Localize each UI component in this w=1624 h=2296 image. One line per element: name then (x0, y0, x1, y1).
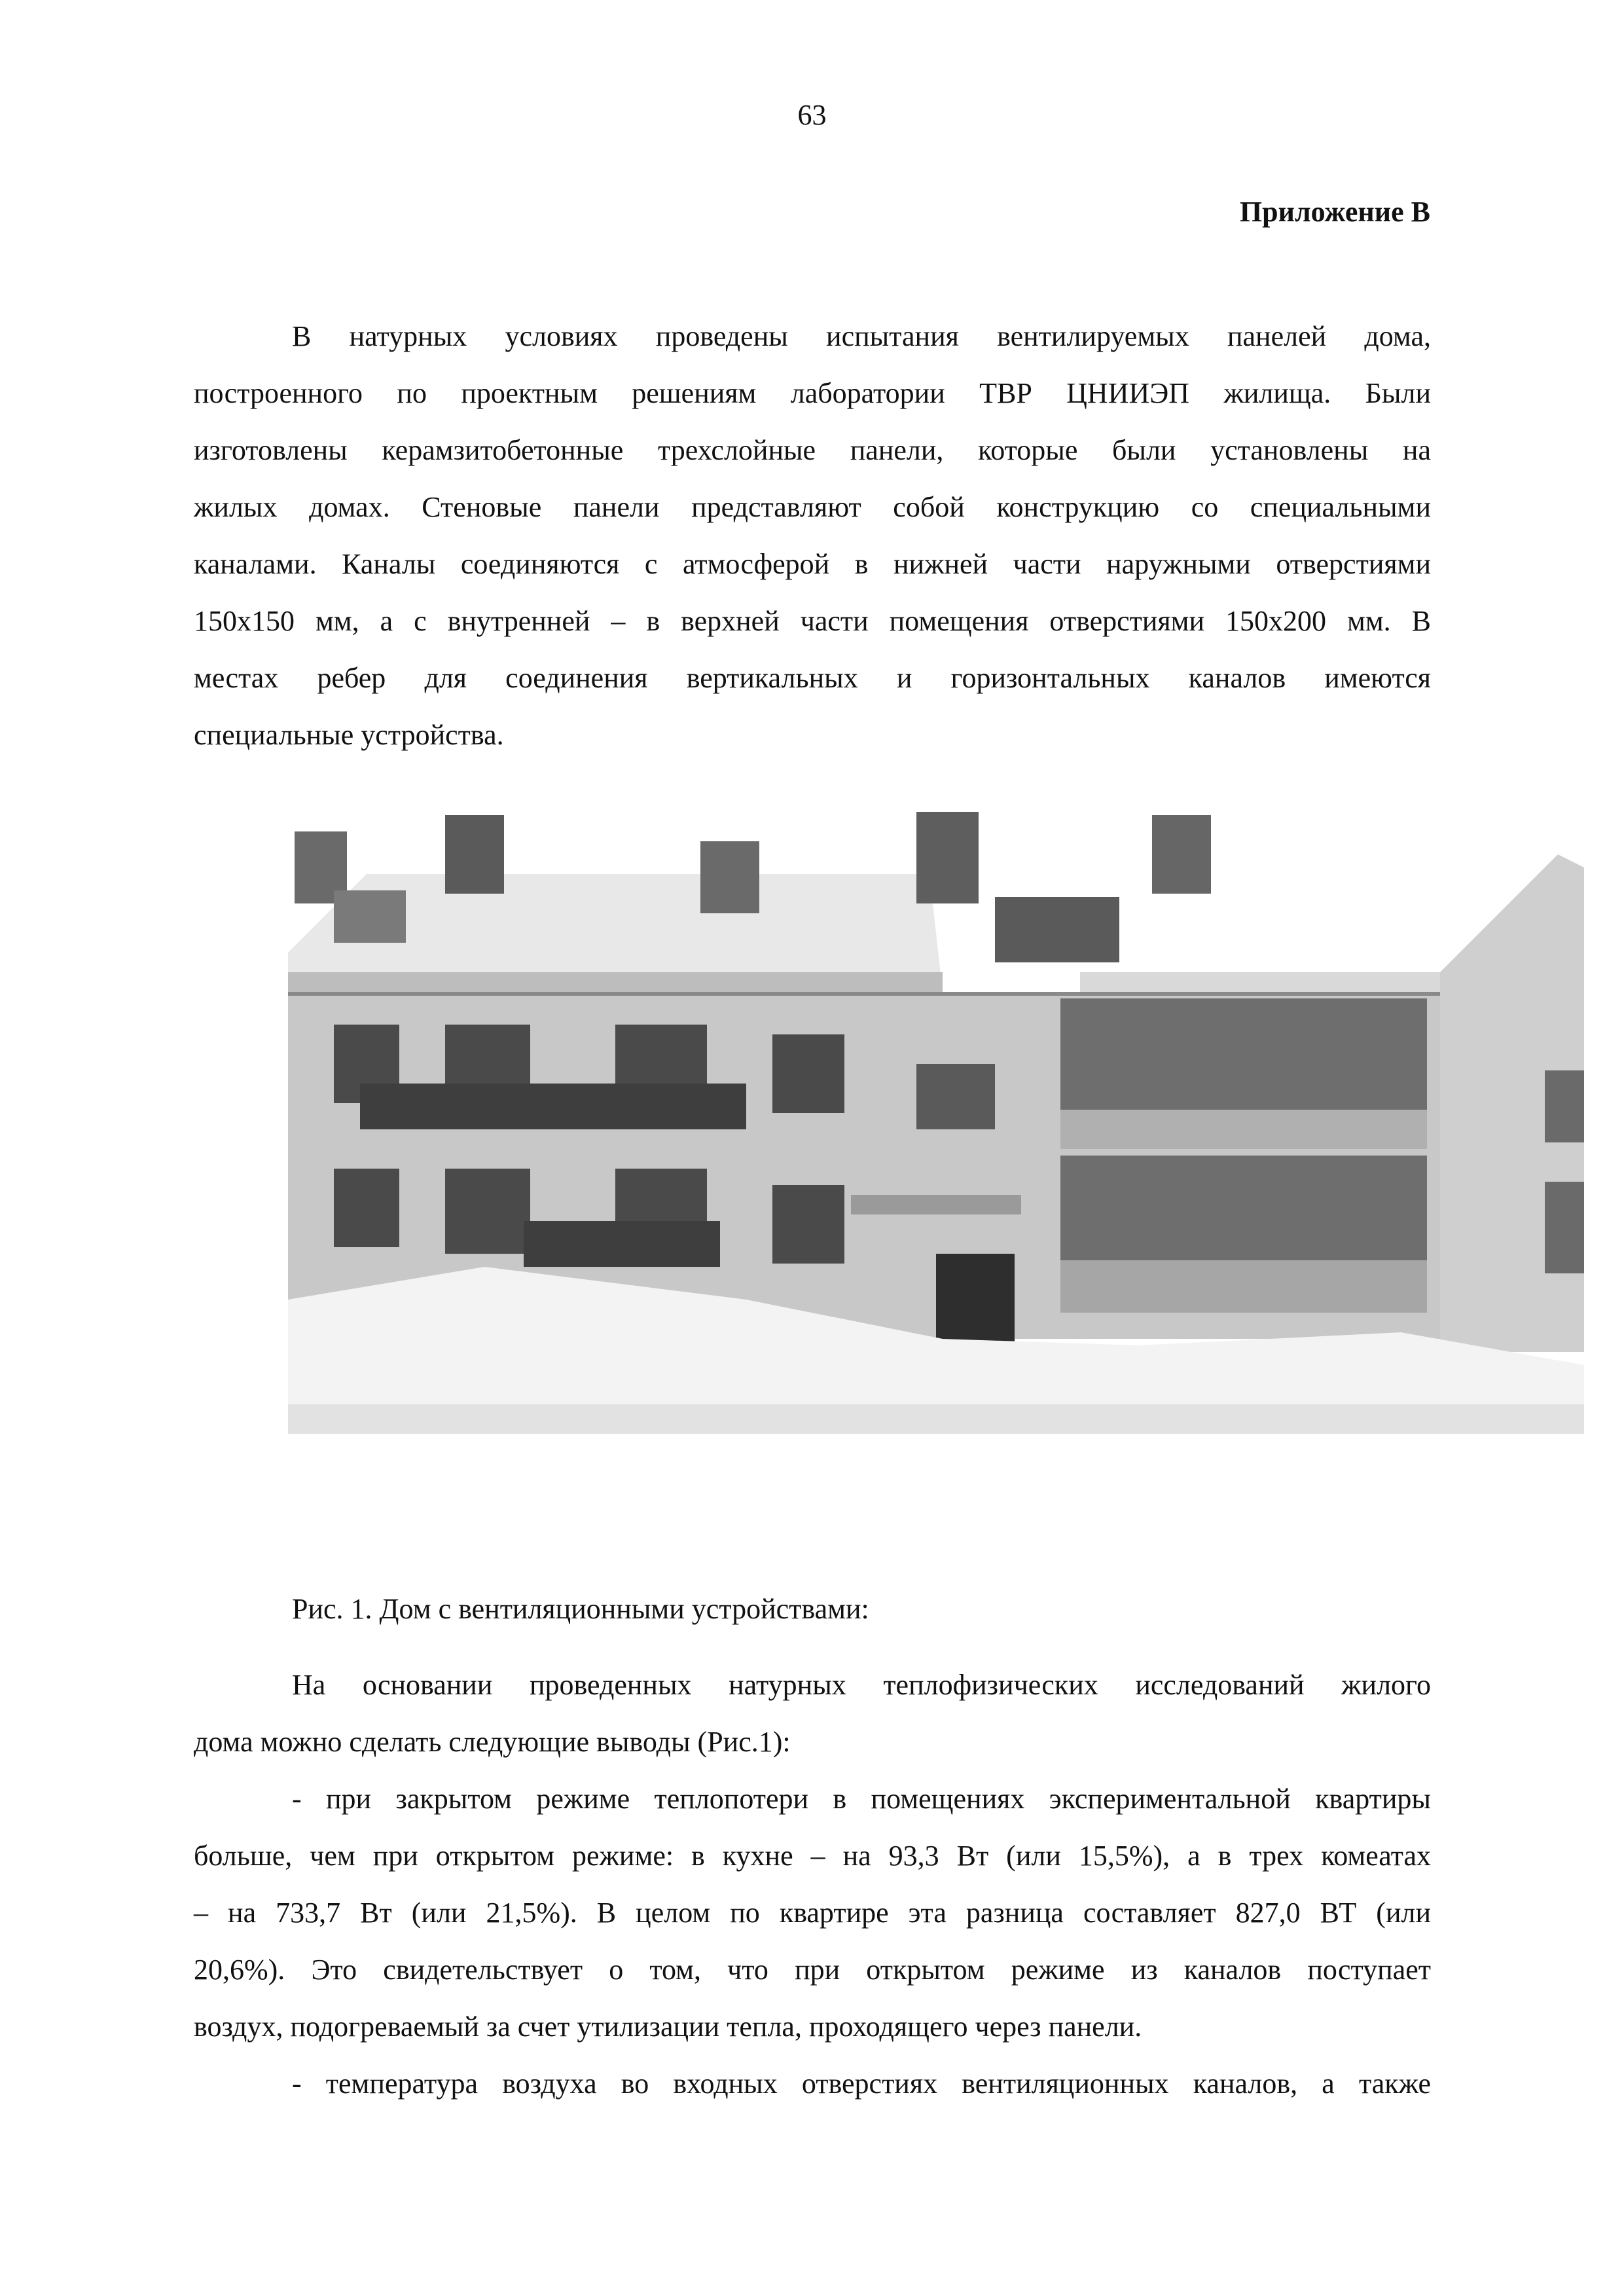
text-line: больше, чем при открытом режиме: в кухне – на 93,3 Вт (или 15,5%), а в трех комеатах (194, 1840, 1431, 1872)
text-line: воздух, подогреваемый за счет утилизации тепла, проходящего через панели. (194, 2011, 1142, 2043)
building-photo (288, 776, 1584, 1434)
text-line: жилых домах. Стеновые панели представляют собой конструкцию со специальными (194, 491, 1431, 523)
text-line: На основании проведенных натурных теплофизических исследований жилого (292, 1669, 1431, 1701)
page-number: 63 (797, 99, 827, 131)
text-line: - температура воздуха во входных отверстиях вентиляционных каналов, а также (292, 2068, 1431, 2100)
text-line: - при закрытом режиме теплопотери в помещениях экспериментальной квартиры (292, 1783, 1431, 1815)
text-line: – на 733,7 Вт (или 21,5%). В целом по квартире эта разница составляет 827,0 ВТ (или (194, 1897, 1431, 1929)
appendix-title: Приложение В (1239, 196, 1430, 228)
text-line: изготовлены керамзитобетонные трехслойные панели, которые были установлены на (194, 434, 1431, 466)
text-line: 150х150 мм, а с внутренней – в верхней части помещения отверстиями 150х200 мм. В (194, 605, 1431, 637)
conclusion-paragraph (194, 1656, 1431, 2112)
intro-paragraph (194, 308, 1431, 763)
figure-caption: Рис. 1. Дом с вентиляционными устройствами: (292, 1593, 869, 1625)
text-line: каналами. Каналы соединяются с атмосферой в нижней части наружными отверстиями (194, 548, 1431, 580)
text-line: 20,6%). Это свидетельствует о том, что при открытом режиме из каналов поступает (194, 1954, 1431, 1986)
text-line: специальные устройства. (194, 719, 504, 751)
text-line: В натурных условиях проведены испытания вентилируемых панелей дома, (292, 320, 1431, 352)
text-line: построенного по проектным решениям лаборатории ТВР ЦНИИЭП жилища. Были (194, 377, 1431, 409)
text-line: местах ребер для соединения вертикальных и горизонтальных каналов имеются (194, 662, 1431, 694)
text-line: дома можно сделать следующие выводы (Рис.1): (194, 1726, 791, 1758)
